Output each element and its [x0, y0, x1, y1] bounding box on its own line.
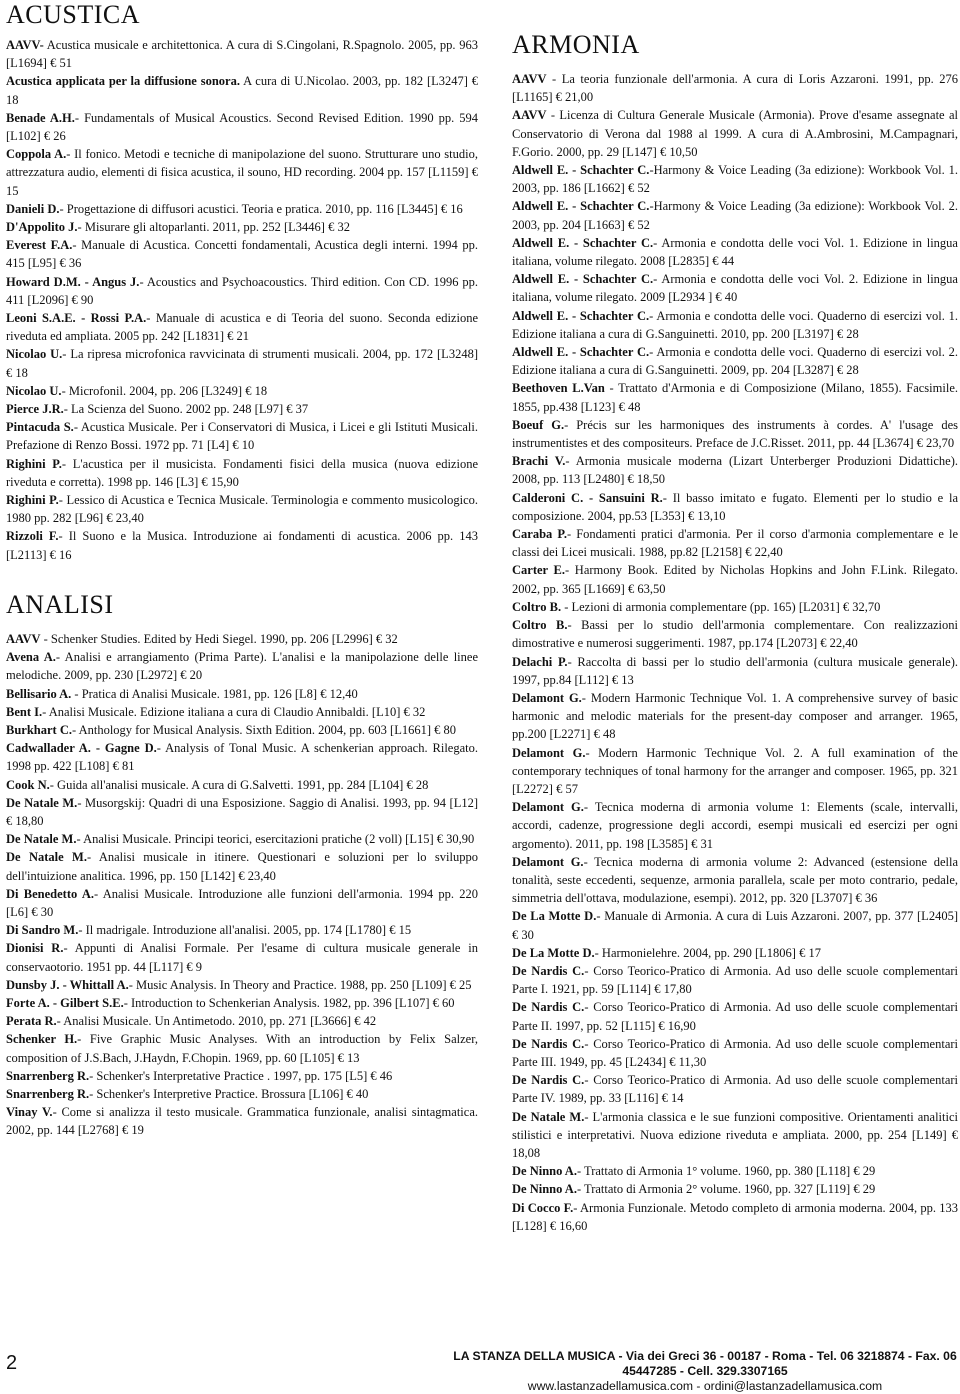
entry-author: Righini P. [6, 456, 62, 471]
entry-text: - Analisi Musicale. Principi teorici, esercitazioni pratiche (2 voll) [L15] € 30,90 [76, 832, 475, 847]
entry-text: - Five Graphic Music Analyses. With an introduction by Felix Salzer, composition of J.S.Bach, J.Haydn, F.Chopin. 1969, pp. 60 [L105] € 13 [6, 1032, 479, 1065]
entry-text: - Schenker Studies. Edited by Hedi Siegel. 1990, pp. 206 [L2996] € 32 [40, 631, 398, 646]
catalog-entry [6, 200, 478, 218]
entry-author: De Natale M. [6, 795, 78, 810]
catalog-entry [512, 525, 958, 561]
entry-text: - Il madrigale. Introduzione all'analisi. 2005, pp. 174 [L1780] € 15 [78, 923, 412, 938]
entry-author: De Natale M. [6, 832, 77, 847]
entry-author: Danieli D. [6, 201, 60, 216]
entry-author: Everest F.A. [6, 238, 73, 253]
catalog-entry [6, 527, 478, 563]
catalog-entry [512, 343, 958, 379]
entry-text: A cura di U.Nicolao. 2003, pp. 182 [L3247] € 18 [6, 74, 479, 107]
catalog-entry [6, 921, 478, 939]
catalog-entry [512, 106, 958, 161]
page-number: 2 [6, 1352, 18, 1374]
catalog-entry [512, 853, 958, 908]
catalog-entry [512, 598, 958, 616]
section-title-acustica: ACUSTICA [6, 0, 141, 29]
entry-text: -Harmony & Voice Leading (3a edizione): Workbook Vol. 2. 2003, pp. 204 [L1663] € 52 [512, 199, 958, 232]
entry-text: - Manuale di Acustica. Concetti fondamentali, Acustica degli interni. 1994 pp. 415 [L95] € 36 [6, 238, 478, 271]
entry-author: De Natale M. [512, 1109, 585, 1124]
catalog-entry [512, 307, 958, 343]
catalog-entry [512, 1180, 958, 1198]
entry-author: Carter E. [512, 563, 565, 578]
section-title-armonia: ARMONIA [512, 30, 640, 59]
footer-address: LA STANZA DELLA MUSICA - Via dei Greci 36 - 00187 - Roma - Tel. 06 3218874 - Fax. 06 45447285 - Cell. 329.3307165 [453, 1349, 957, 1378]
entry-author: Di Sandro M. [6, 923, 79, 938]
catalog-entry [512, 798, 958, 853]
entry-text: - Corso Teorico-Pratico di Armonia. Ad uso delle scuole complementari Parte III. 1949, pp. 45 [L2434] € 11,30 [512, 1036, 958, 1069]
acustica-entries [6, 36, 478, 564]
catalog-entry [6, 1103, 478, 1139]
catalog-entry [512, 944, 958, 962]
entry-text: - Analysis of Tonal Music. A schenkerian approach. Rilegato. 1998 pp. 422 [L108] € 81 [6, 741, 478, 774]
catalog-entry [512, 616, 958, 652]
entry-text: - Appunti di Analisi Formale. Per l'esame di cultura musicale generale in conservaotorio. 1951 pp. 44 [L117] € 9 [6, 941, 478, 974]
catalog-entry [512, 234, 958, 270]
entry-author: Aldwell E. - Schachter C. [512, 163, 650, 178]
entry-author: Dunsby J. - Whittall A. [6, 977, 129, 992]
entry-text: - Progettazione di diffusori acustici. Teoria e pratica. 2010, pp. 116 [L3445] € 16 [59, 201, 463, 216]
entry-text: - Modern Harmonic Technique Vol. 1. A comprehensive survey of basic harmonic and melodic materials for the present-day composer and arranger. 1965, pp.200 [L2271] € 48 [512, 690, 958, 742]
entry-text: - Armonia e condotta delle voci. Quaderno di esercizi vol. 2. Edizione italiana a cura di G.Sanguinetti. 2009, pp. 204 [L3287] € 28 [512, 345, 958, 378]
entry-text: - Microfonil. 2004, pp. 206 [L3249] € 18 [61, 383, 268, 398]
entry-text: - Armonia musicale moderna (Lizart Unterberger Produzioni Didattiche). 2008, pp. 113 [L2480] € 18,50 [512, 454, 958, 487]
entry-text: - La Scienza del Suono. 2002 pp. 248 [L97] € 37 [63, 402, 309, 417]
entry-author: Dionisi R. [6, 941, 64, 956]
entry-author: Aldwell E. - Schachter C. [512, 235, 654, 250]
catalog-entry [6, 1085, 478, 1103]
entry-author: Delamont G. [512, 854, 584, 869]
catalog-entry [6, 400, 478, 418]
entry-author: Coltro B. [512, 618, 568, 633]
catalog-entry [6, 939, 478, 975]
catalog-entry [512, 1199, 958, 1235]
catalog-entry [512, 689, 958, 744]
entry-text: - Tecnica moderna di armonia volume 2: Advanced (estensione della tonalità, seste eccedenti, sequenze, armonia parallela, scale per moto contrario, pedale, simmetria dell'ottava, modulazione, esempi). 2012, pp. 320 [L3707] € 36 [512, 854, 958, 906]
entry-author: De Ninno A. [512, 1182, 577, 1197]
catalog-entry [6, 830, 478, 848]
catalog-entry [6, 885, 478, 921]
entry-text: - Armonia e condotta delle voci. Quaderno di esercizi vol. 1. Edizione italiana a cura di G.Sanguinetti. 2010, pp. 200 [L3197] € 28 [512, 308, 958, 341]
catalog-entry [6, 72, 478, 108]
entry-text: - Fundamentals of Musical Acoustics. Second Revised Edition. 1990 pp. 594 [L102] € 26 [6, 110, 478, 144]
catalog-entry [6, 630, 478, 648]
entry-author: De Nardis C. [512, 1036, 585, 1051]
section-title-analisi: ANALISI [6, 589, 114, 619]
catalog-entry [6, 273, 478, 309]
entry-author: Coltro B. [512, 599, 562, 614]
entry-author: Pintacuda S. [6, 420, 74, 435]
entry-text: - Trattato di Armonia 2° volume. 1960, pp. 327 [L119] € 29 [576, 1182, 876, 1197]
footer-contacts: www.lastanzadellamusica.com - ordini@lastanzadellamusica.com [527, 1379, 883, 1393]
entry-author: Coppola A. [6, 147, 67, 162]
entry-text: - Lessico di Acustica e Tecnica Musicale. Terminologia e commento musicologico. 1980 pp. 282 [L96] € 23,40 [6, 493, 478, 526]
entry-text: - Harmonielehre. 2004, pp. 290 [L1806] € 17 [594, 945, 821, 960]
catalog-entry [512, 379, 958, 415]
entry-author: Perata R. [6, 1014, 57, 1029]
analisi-entries [6, 630, 478, 1140]
catalog-entry [6, 36, 478, 72]
catalog-entry [6, 345, 478, 381]
entry-author: Snarrenberg R. [6, 1068, 90, 1083]
entry-author: Aldwell E. - Schachter C. [512, 199, 650, 214]
footer [450, 1349, 960, 1394]
entry-text: - Corso Teorico-Pratico di Armonia. Ad uso delle scuole complementari Parte I. 1921, pp. 59 [L114] € 17,80 [512, 963, 958, 997]
catalog-entry [6, 685, 478, 703]
entry-author: Beethoven L.Van [512, 381, 605, 396]
catalog-entry [512, 907, 958, 943]
entry-text: - Introduction to Schenkerian Analysis. 1982, pp. 396 [L107] € 60 [123, 995, 455, 1010]
entry-author: Di Cocco F. [512, 1200, 574, 1215]
armonia-entries [512, 70, 958, 1235]
entry-text: - Analisi e arrangiamento (Prima Parte). L'analisi e la manipolazione delle linee melodiche. 2009, pp. 230 [L2972] € 20 [6, 650, 479, 683]
entry-author: Delamont G. [512, 745, 586, 760]
entry-author: Boeuf G. [512, 417, 565, 432]
entry-author: Bent I. [6, 704, 43, 719]
catalog-entry [6, 309, 478, 345]
entry-text: - Misurare gli altoparlanti. 2011, pp. 252 [L3446] € 32 [77, 220, 350, 235]
entry-text: - La ripresa microfonica ravvicinata di strumenti musicali. 2004, pp. 172 [L3248] € 18 [6, 347, 478, 380]
entry-author: Aldwell E. - Schachter C. [512, 308, 650, 323]
entry-author: Nicolao U. [6, 347, 63, 362]
catalog-entry [512, 962, 958, 998]
catalog-entry [6, 721, 478, 739]
entry-author: Righini P. [6, 493, 59, 508]
entry-text: - Manuale di Armonia. A cura di Luis Azzaroni. 2007, pp. 377 [L2405] € 30 [512, 909, 958, 942]
entry-text: - Come si analizza il testo musicale. Grammatica funzionale, analisi sintagmatica. 2002, pp. 144 [L2768] € 19 [6, 1105, 478, 1138]
entry-text: - Guida all'analisi musicale. A cura di G.Salvetti. 1991, pp. 284 [L104] € 28 [49, 777, 429, 792]
entry-author: Brachi V. [512, 454, 566, 469]
catalog-entry [512, 452, 958, 488]
catalog-entry [6, 145, 478, 200]
entry-text: - L'acustica per il musicista. Fondamenti fisici della musica (nuova edizione riveduta e corretta). 1998 pp. 146 [L3] € 15,90 [6, 456, 478, 489]
entry-text: - Armonia Funzionale. Metodo completo di armonia moderna. 2004, pp. 133 [L128] € 16,60 [512, 1200, 958, 1233]
entry-text: - Il Suono e la Musica. Introduzione ai fondamenti di acustica. 2006 pp. 143 [L2113] € 16 [6, 529, 478, 562]
catalog-entry [512, 653, 958, 689]
entry-text: - Acustica Musicale. Per i Conservatori di Musica, i Licei e gli Istituti Musicali. Prefazione di Renzo Bossi. 1972 pp. 71 [L4] € 10 [6, 420, 478, 453]
entry-text: - Bassi per lo studio dell'armonia complementare. Con realizzazioni dimostrative e numerosi suggerimenti. 1987, pp.174 [L2073] € 22,40 [512, 618, 959, 651]
entry-author: AAVV- [6, 38, 44, 52]
entry-author: De Nardis C. [512, 963, 585, 978]
entry-author: Delachi P. [512, 654, 568, 669]
entry-text: - Il basso imitato e fugato. Elementi per lo studio e la composizione. 2004, pp.53 [L353] € 13,10 [512, 490, 958, 523]
entry-author: Cadwallader A. - Gagne D. [6, 741, 157, 756]
entry-author: Burkhart C. [6, 722, 72, 737]
entry-author: Bellisario A. [6, 686, 72, 701]
entry-author: De Nardis C. [512, 1000, 585, 1015]
entry-author: De Ninno A. [512, 1164, 577, 1179]
catalog-entry [512, 197, 958, 233]
catalog-entry [6, 739, 478, 775]
catalog-entry [6, 648, 478, 684]
entry-author: Calderoni C. - Sansuini R. [512, 490, 663, 505]
entry-text: - Tecnica moderna di armonia volume 1: Elements (scale, intervalli, accordi, cadenze, progressione degli accordi, esempi musicali ed esercizi per ogni argomento). 2011, pp. 198 [L3585] € 31 [512, 800, 958, 851]
catalog-entry [512, 161, 958, 197]
entry-author: AAVV [6, 631, 41, 646]
entry-text: - La teoria funzionale dell'armonia. A cura di Loris Azzaroni. 1991, pp. 276 [L1165] € 21,00 [512, 72, 958, 105]
entry-text: - Schenker's Interpretive Practice. Brossura [L106] € 40 [89, 1086, 369, 1101]
entry-author: Schenker H. [6, 1032, 78, 1047]
catalog-entry [6, 848, 478, 884]
entry-text: - Lezioni di armonia complementare (pp. 165) [L2031] € 32,70 [561, 599, 881, 614]
entry-author: Acustica applicata per la diffusione sonora. [6, 74, 240, 89]
entry-author: De La Motte D. [512, 909, 597, 924]
entry-author: Delamont G. [512, 690, 582, 705]
entry-text: - Manuale di acustica e di Teoria del suono. Seconda edizione riveduta ed ampliata. 2005 pp. 242 [L1831] € 21 [6, 311, 478, 344]
catalog-entry [512, 1071, 958, 1107]
entry-author: D'Appolito J. [6, 220, 78, 235]
catalog-entry [512, 1108, 958, 1163]
right-column [512, 30, 958, 1235]
entry-author: Nicolao U. [6, 383, 62, 398]
entry-author: AAVV [512, 108, 547, 123]
entry-text: - Analisi Musicale. Introduzione alle funzioni dell'armonia. 1994 pp. 220 [L6] € 30 [6, 886, 478, 919]
catalog-entry [512, 270, 958, 306]
entry-author: Aldwell E. - Schachter C. [512, 272, 654, 287]
catalog-entry [512, 1162, 958, 1180]
entry-text: - Armonia e condotta delle voci Vol. 2. Edizione in lingua italiana, volume rilegato. 2009 [L2934 ] € 40 [512, 272, 958, 305]
catalog-entry [6, 776, 478, 794]
catalog-entry [512, 70, 958, 106]
entry-author: Aldwell E. - Schachter C. [512, 345, 650, 360]
catalog-entry [6, 236, 478, 272]
catalog-entry [6, 994, 478, 1012]
entry-author: Vinay V. [6, 1105, 53, 1120]
entry-text: - Armonia e condotta delle voci Vol. 1. Edizione in lingua italiana, volume rilegato. 2008 [L2835] € 44 [512, 235, 958, 269]
entry-text: - Musorgskij: Quadri di una Esposizione. Saggio di Analisi. 1993, pp. 94 [L12] € 18,80 [6, 795, 478, 828]
catalog-entry [6, 794, 478, 830]
entry-author: De Natale M. [6, 850, 87, 865]
catalog-entry [6, 109, 478, 145]
catalog-entry [6, 1012, 478, 1030]
catalog-entry [6, 1030, 478, 1066]
entry-text: - Licenza di Cultura Generale Musicale (Armonia). Prove d'esame assegnate al Conservatorio di Verona dal 1988 al 1999. A cura di A.Ambrosini, M.Campagnari, F.Gorio. 2000, pp. 29 [L147] € 10,50 [512, 108, 958, 159]
entry-author: Delamont G. [512, 800, 584, 815]
entry-text: - Pratica di Analisi Musicale. 1981, pp. 126 [L8] € 12,40 [71, 686, 358, 701]
entry-text: - Acoustics and Psychoacoustics. Third edition. Con CD. 1996 pp. 411 [L2096] € 90 [6, 274, 479, 307]
catalog-entry [6, 1067, 478, 1085]
entry-author: Snarrenberg R. [6, 1086, 90, 1101]
catalog-entry [6, 976, 478, 994]
catalog-entry [512, 561, 958, 597]
entry-text: - Anthology for Musical Analysis. Sixth Edition. 2004, pp. 603 [L1661] € 80 [71, 722, 456, 737]
entry-author: Benade A.H. [6, 110, 75, 125]
left-column [6, 0, 478, 1140]
catalog-entry [6, 703, 478, 721]
entry-text: Acustica musicale e architettonica. A cura di S.Cingolani, R.Spagnolo. 2005, pp. 963 [L1694] € 51 [6, 38, 478, 71]
entry-text: - Corso Teorico-Pratico di Armonia. Ad uso delle scuole complementari Parte II. 1997, pp. 52 [L115] € 16,90 [512, 1000, 958, 1033]
entry-text: - Trattato d'Armonia e di Composizione (Milano, 1855). Facsimile. 1855, pp.438 [L123] € 48 [512, 381, 958, 414]
entry-author: Rizzoli F. [6, 529, 59, 544]
entry-author: De Nardis C. [512, 1073, 585, 1088]
entry-author: Cook N. [6, 777, 50, 792]
catalog-entry [6, 418, 478, 454]
entry-text: - Raccolta di bassi per lo studio dell'armonia (cultura musicale generale). 1997, pp.84 [L112] € 13 [512, 654, 958, 687]
entry-text: - Corso Teorico-Pratico di Armonia. Ad uso delle scuole complementari Parte IV. 1989, pp. 33 [L116] € 14 [512, 1073, 958, 1106]
catalog-entry [6, 382, 478, 400]
entry-text: - Analisi Musicale. Edizione italiana a cura di Claudio Annibaldi. [L10] € 32 [42, 704, 426, 719]
entry-text: - Harmony Book. Edited by Nicholas Hopkins and John F.Link. Rilegato. 2002, pp. 365 [L1669] € 63,50 [512, 563, 958, 596]
entry-text: - Schenker's Interpretative Practice . 1997, pp. 175 [L5] € 46 [89, 1068, 393, 1083]
entry-text: - Music Analysis. In Theory and Practice. 1988, pp. 250 [L109] € 25 [128, 977, 472, 992]
entry-author: AAVV [512, 72, 547, 86]
catalog-entry [512, 489, 958, 525]
entry-text: - Analisi Musicale. Un Antimetodo. 2010, pp. 271 [L3666] € 42 [56, 1014, 377, 1029]
entry-text: -Harmony & Voice Leading (3a edizione): Workbook Vol. 1. 2003, pp. 186 [L1662] € 52 [512, 163, 958, 196]
catalog-entry [6, 491, 478, 527]
entry-author: Caraba P. [512, 527, 567, 542]
catalog-entry [512, 744, 958, 799]
entry-text: - Il fonico. Metodi e tecniche di manipolazione del suono. Strutturare uno studio, attrezzatura audio, elementi di fisica acustica, il souno, HD recording. 2004 pp. 157 [L1159] € 15 [6, 147, 478, 198]
catalog-entry [512, 1035, 958, 1071]
entry-author: Di Benedetto A. [6, 886, 94, 901]
entry-author: Forte A. - Gilbert S.E. [6, 995, 124, 1010]
entry-author: De La Motte D. [512, 945, 595, 960]
catalog-entry [6, 455, 478, 491]
entry-text: - Analisi musicale in itinere. Questionari e soluzioni per lo sviluppo dell'intuizione analitica. 1996, pp. 150 [L142] € 23,40 [6, 850, 478, 883]
entry-author: Avena A. [6, 650, 56, 665]
catalog-entry [512, 998, 958, 1034]
entry-author: Pierce J.R. [6, 402, 64, 417]
entry-text: - Fondamenti pratici d'armonia. Per il corso d'armonia complementare e le classi dei Licei musicali. 1988, pp.82 [L2158] € 22,40 [512, 527, 958, 560]
entry-author: Howard D.M. - Angus J. [6, 274, 140, 289]
entry-text: - L'armonia classica e le sue funzioni compositive. Orientamenti analitici stilistici e interpretativi. Nuova edizione riveduta e ampliata. 2000, pp. 254 [L149] € 18,08 [512, 1109, 958, 1160]
entry-text: - Modern Harmonic Technique Vol. 2. A full examination of the contemporary techniques of tonal harmony for the arranger and composer. 1965, pp. 321 [L2272] € 57 [512, 745, 958, 796]
catalog-entry [512, 416, 958, 452]
entry-text: - Précis sur les harmoniques des instruments à cordes. A' l'usage des instrumentistes et des compositeurs. Preface de J.C.Risset. 2011, pp. 44 [L3674] € 23,70 [512, 417, 958, 451]
entry-text: - Trattato di Armonia 1° volume. 1960, pp. 380 [L118] € 29 [576, 1164, 876, 1179]
catalog-entry [6, 218, 478, 236]
entry-author: Leoni S.A.E. - Rossi P.A. [6, 311, 147, 326]
